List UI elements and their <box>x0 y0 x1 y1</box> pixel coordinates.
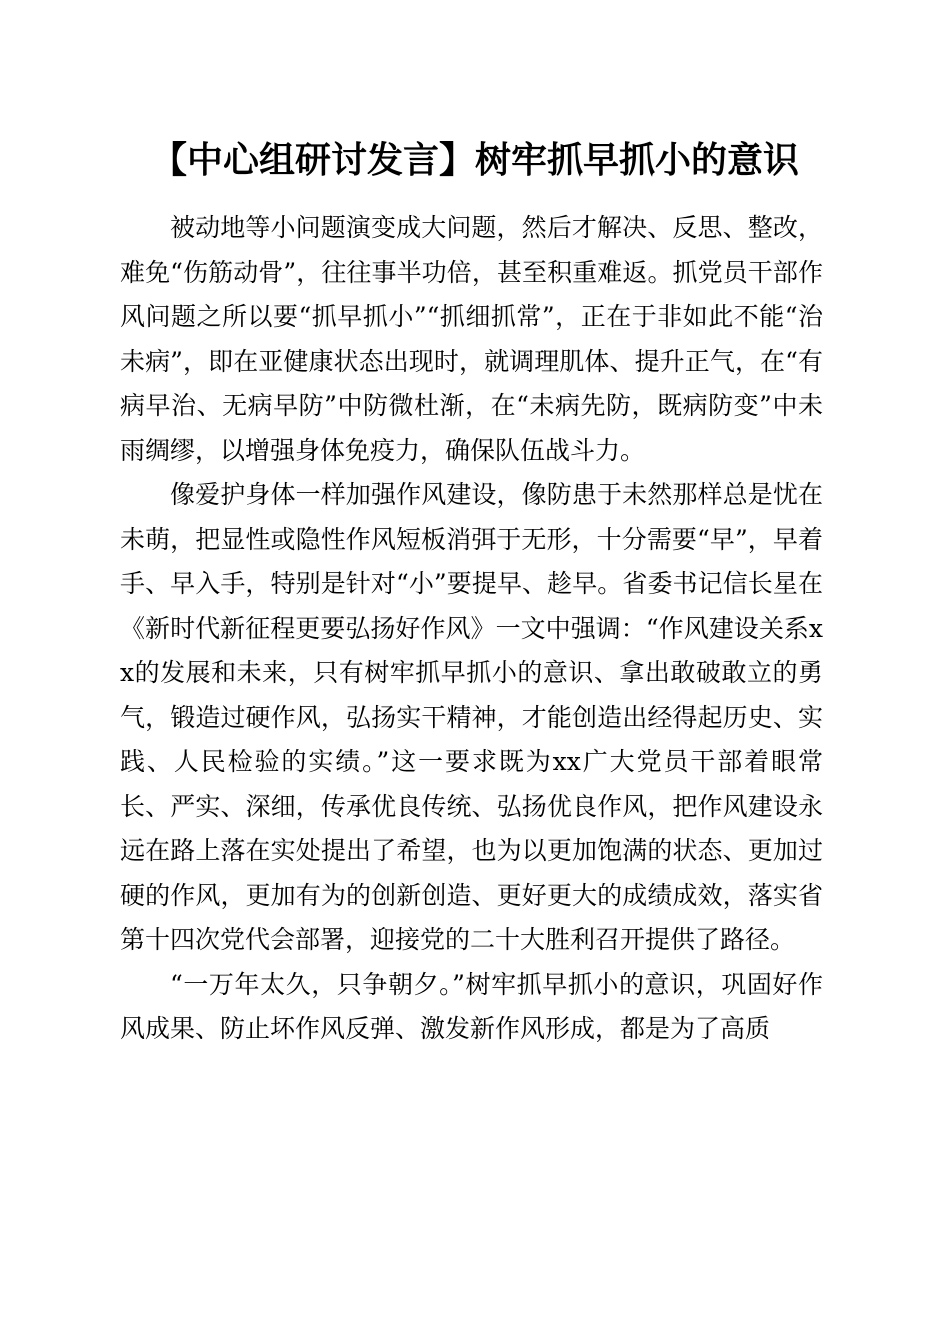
document-body <box>120 206 823 1052</box>
document-title: 【中心组研讨发言】树牢抓早抓小的意识 <box>150 139 799 181</box>
paragraph-2: 像爱护身体一样加强作风建设，像防患于未然那样总是忧在未萌，把显性或隐性作风短板消弭于无形，十分需要“早”，早着手、早入手，特别是针对“小”要提早、趁早。省委书记信长星在《新时代新征程更要弘扬好作风》一文中强调：“作风建设关系xx的发展和未来，只有树牢抓早抓小的意识、拿出敢破敢立的勇气，锻造过硬作风，弘扬实干精神，才能创造出经得起历史、实践、人民检验的实绩。”这一要求既为xx广大党员干部着眼常长、严实、深细，传承优良传统、弘扬优良作风，把作风建设永远在路上落在实处提出了希望，也为以更加饱满的状态、更加过硬的作风，更加有为的创新创造、更好更大的成绩成效，落实省第十四次党代会部署，迎接党的二十大胜利召开提供了路径。 <box>120 480 823 954</box>
paragraph-3: “一万年太久，只争朝夕。”树牢抓早抓小的意识，巩固好作风成果、防止坏作风反弹、激发新作风形成，都是为了高质 <box>120 969 823 1043</box>
paragraph-1: 被动地等小问题演变成大问题，然后才解决、反思、整改，难免“伤筋动骨”，往往事半功倍，甚至积重难返。抓党员干部作风问题之所以要“抓早抓小”“抓细抓常”，正在于非如此不能“治未病”，即在亚健康状态出现时，就调理肌体、提升正气，在“有病早治、无病早防”中防微杜渐，在“未病先防，既病防变”中未雨绸缪，以增强身体免疫力，确保队伍战斗力。 <box>120 213 823 465</box>
